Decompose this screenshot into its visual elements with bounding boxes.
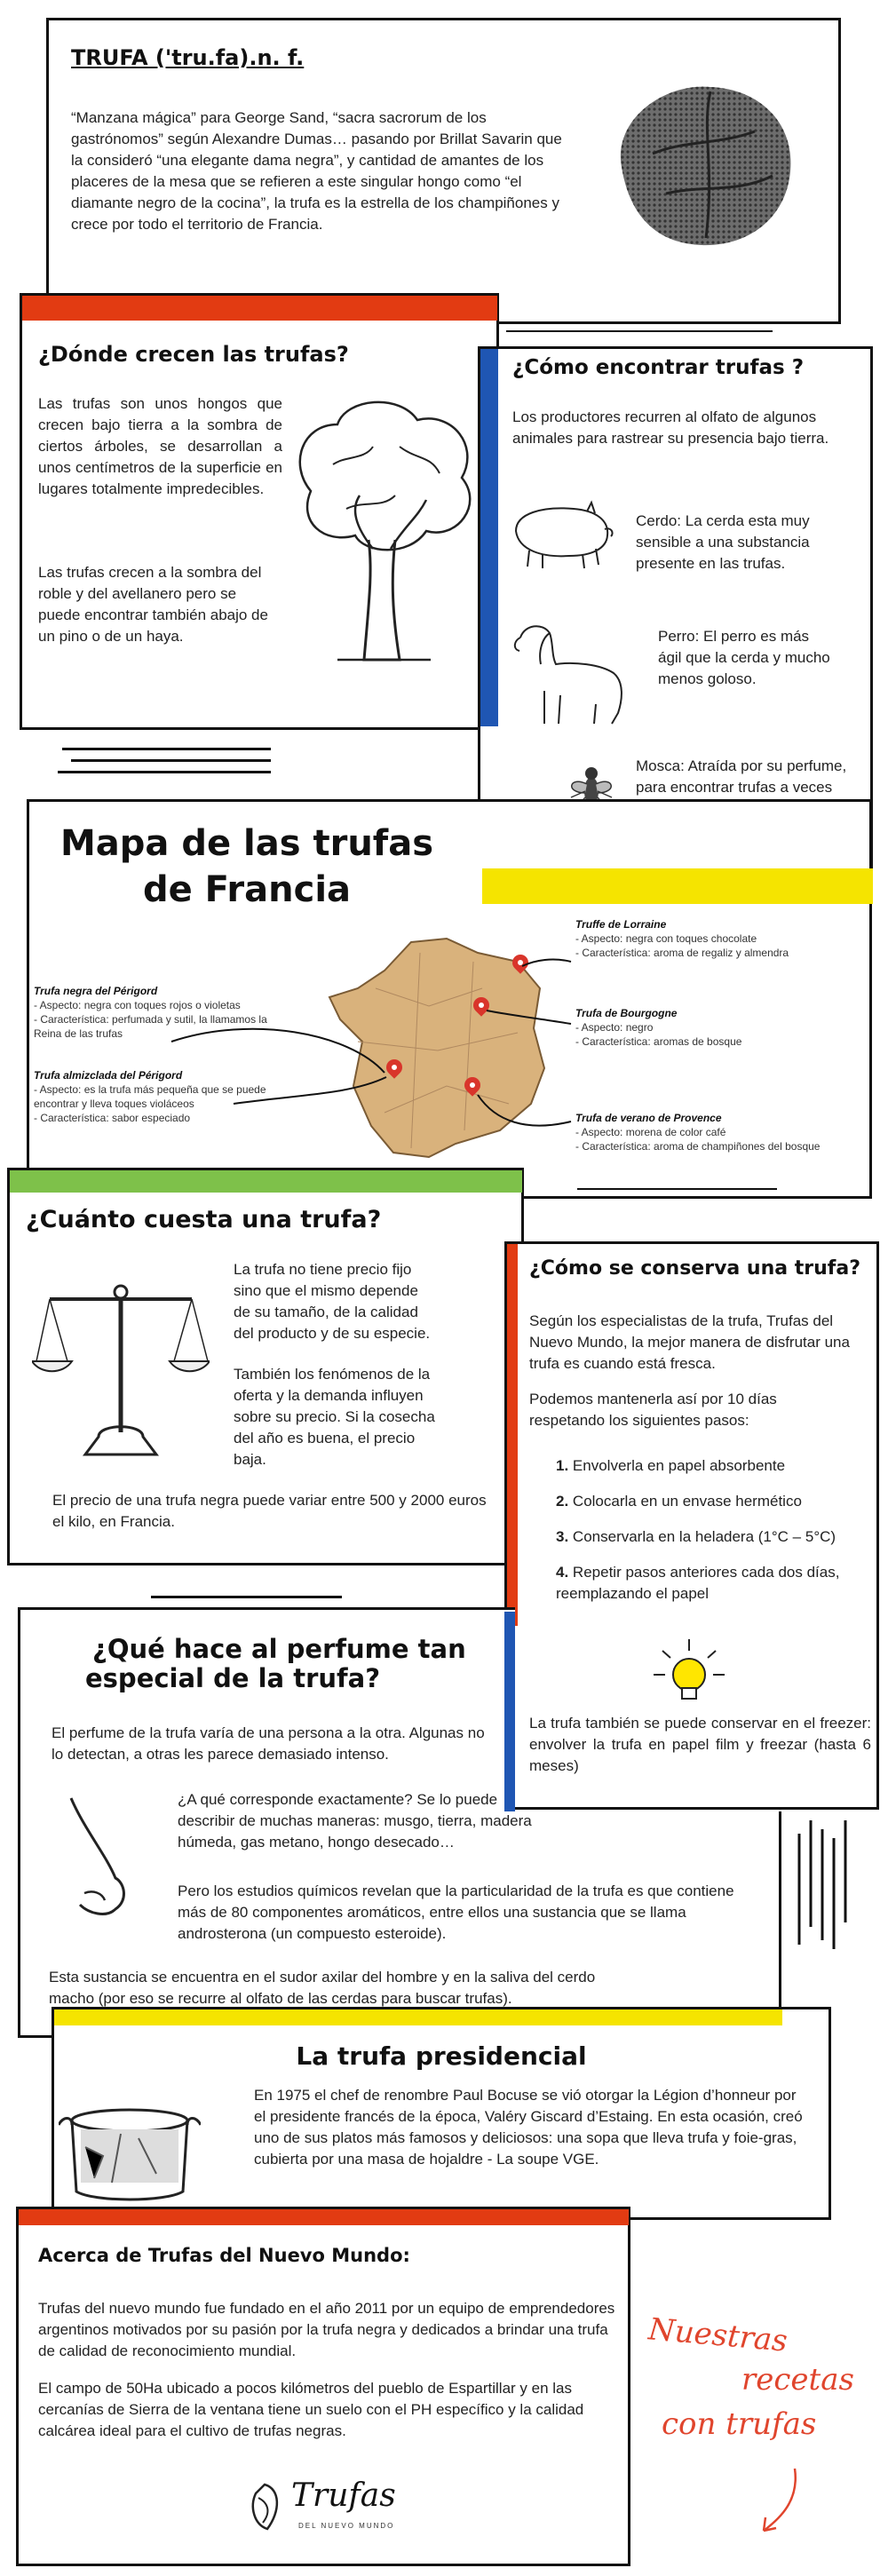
perfume-title-2: especial de la trufa?: [85, 1663, 381, 1693]
red-accent-bar: [19, 2209, 629, 2225]
company-logo: [245, 2476, 423, 2547]
presidencial-title: La trufa presidencial: [296, 2041, 587, 2071]
cuesta-text-3: El precio de una trufa negra puede variar entre 500 y 2000 euros el kilo, en Francia.: [52, 1492, 487, 1530]
legend-provence-name: Trufa de verano de Provence: [575, 1112, 722, 1124]
perfume-text-1: El perfume de la trufa varía de una persona a la otra. Algunas no lo detectan, a otras les parece demasiado intenso.: [52, 1724, 485, 1763]
pot-illustration: [59, 2094, 201, 2209]
step-text: Repetir pasos anteriores cada dos días, reemplazando el papel: [556, 1564, 840, 1602]
yellow-accent-bar: [54, 2009, 782, 2025]
truffle-illustration: [604, 69, 804, 256]
intro-card: [46, 18, 841, 324]
conserva-step-3: [556, 1526, 858, 1548]
legend-lorraine-aspect: - Aspecto: negra con toques chocolate: [575, 932, 757, 945]
perfume-text-2: ¿A qué corresponde exactamente? Se lo puede describir de muchas maneras: musgo, tierra, madera húmeda, gas metano, hongo desecado…: [178, 1791, 532, 1851]
intro-title: TRUFA ('tru.fa).n. f.: [71, 45, 305, 70]
step-text: Envolverla en papel absorbente: [572, 1457, 786, 1474]
recetas-line-1: Nuestras: [646, 2311, 789, 2359]
step-text: Conservarla en la heladera (1°C – 5°C): [572, 1528, 836, 1545]
conserva-step-2: [556, 1491, 858, 1512]
conserva-text-2: Podemos mantenerla así por 10 días respetando los siguientes pasos:: [529, 1391, 777, 1429]
divider: [58, 771, 271, 773]
red-accent-bar: [22, 296, 497, 321]
donde-text-2: Las trufas crecen a la sombra del roble y del avellanero pero se puede encontrar también abajo de un pino o de un haya.: [38, 564, 268, 645]
blue-accent-bar: [504, 1612, 515, 1811]
cerdo-text: Cerdo: La cerda esta muy sensible a una substancia presente en las trufas.: [636, 512, 810, 572]
cuesta-text-2: También los fenómenos de la oferta y la demanda influyen sobre su precio. Si la cosecha del año es buena, el precio baja.: [234, 1366, 435, 1468]
acerca-card: [16, 2207, 630, 2566]
conserva-text-3: La trufa también se puede conservar en el freezer: envolver la trufa en papel film y freezar (hasta 6 meses): [529, 1715, 871, 1774]
divider: [151, 1596, 342, 1598]
intro-text: “Manzana mágica” para George Sand, “sacra sacrorum de los gastrónomos” según Alexandre Dumas… pasando por Brillat Savarin que la consideró “una elegante dama negra”, y cantidad de amantes de los placeres de la mesa que se refieren a este singular hongo como “el diamante negro de la cocina”, la trufa es la estrella de los champiñones y crece por todo el territorio de Francia.: [71, 109, 562, 233]
presidencial-text: En 1975 el chef de renombre Paul Bocuse se vió otorgar la Légion d’honneur por el presidente francés de la época, Valéry Giscard d’Estaing. En esta ocasión, creó uno de sus platos más famosos y deliciosos: una sopa que lleva trufa y foie-gras, cubierta por una masa de hojaldre - La soupe VGE.: [254, 2087, 803, 2168]
legend-provence: [575, 1111, 868, 1153]
step-number: 1.: [556, 1457, 569, 1474]
divider: [71, 759, 271, 762]
legend-almizclada-aspect: - Aspecto: es la trufa más pequeña que se puede encontrar y lleva toques violáceos: [34, 1083, 266, 1110]
blue-accent-bar: [480, 349, 498, 726]
recetas-line-2: recetas: [741, 2362, 854, 2398]
logo-name: Trufas: [291, 2477, 396, 2514]
scale-illustration: [32, 1272, 210, 1463]
legend-provence-char: - Característica: aroma de champiñones del bosque: [575, 1140, 821, 1153]
hatch-decoration: [795, 1816, 857, 1949]
legend-lorraine-char: - Característica: aroma de regaliz y almendra: [575, 947, 789, 959]
step-number: 2.: [556, 1493, 569, 1510]
legend-perigord-char: - Característica: perfumada y sutil, la llamamos la Reina de las trufas: [34, 1013, 267, 1040]
cuesta-text-1: La trufa no tiene precio fijo sino que el mismo depende de su tamaño, de la calidad del producto y de su especie.: [234, 1261, 431, 1342]
legend-perigord: [34, 984, 278, 1041]
cuesta-card: [7, 1168, 524, 1565]
divider: [62, 748, 271, 750]
legend-lorraine-name: Truffe de Lorraine: [575, 918, 667, 931]
mosca-text: Mosca: Atraída por su perfume, para encontrar trufas a veces: [636, 757, 847, 796]
legend-bourgogne-char: - Característica: aromas de bosque: [575, 1035, 742, 1048]
mapa-title-1: Mapa de las trufas: [60, 823, 433, 864]
step-number: 3.: [556, 1528, 569, 1545]
tree-illustration: [284, 393, 484, 686]
divider: [577, 1188, 777, 1190]
conserva-step-1: [556, 1455, 858, 1477]
step-text: Colocarla en un envase hermético: [572, 1493, 802, 1510]
recetas-link[interactable]: [639, 2311, 879, 2566]
truffle-logo-icon: [245, 2480, 285, 2533]
conserva-title: ¿Cómo se conserva una trufa?: [529, 1257, 860, 1280]
donde-title: ¿Dónde crecen las trufas?: [38, 342, 349, 367]
legend-almizclada-name: Trufa almizclada del Périgord: [34, 1069, 183, 1082]
dog-icon: [507, 615, 631, 726]
donde-card: [20, 293, 499, 730]
encontrar-intro: Los productores recurren al olfato de algunos animales para rastrear su presencia bajo tierra.: [512, 408, 829, 447]
legend-perigord-aspect: - Aspecto: negra con toques rojos o violetas: [34, 999, 241, 1011]
step-number: 4.: [556, 1564, 569, 1581]
lightbulb-icon: [649, 1635, 729, 1710]
recetas-line-3: con trufas: [662, 2406, 817, 2442]
legend-perigord-name: Trufa negra del Périgord: [34, 985, 158, 997]
conserva-step-4: [556, 1562, 840, 1605]
nose-illustration: [53, 1794, 160, 1927]
arrow-down-icon: [746, 2464, 808, 2544]
acerca-text-2: El campo de 50Ha ubicado a pocos kilómetros del pueblo de Espartillar y en las cercanías de Sierra de la ventana tiene un suelo con el PH específico y la calidad calcárea ideal para el cultivo de trufas negras.: [38, 2380, 584, 2439]
donde-text-1: Las trufas son unos hongos que crecen bajo tierra a la sombra de ciertos árboles, se desarrollan a unos centímetros de la superficie en lugares totalmente impredecibles.: [38, 395, 282, 497]
legend-almizclada-char: - Característica: sabor especiado: [34, 1112, 191, 1124]
encontrar-title: ¿Cómo encontrar trufas ?: [512, 356, 805, 379]
presidencial-card: [52, 2007, 831, 2220]
cuesta-title: ¿Cuánto cuesta una trufa?: [26, 1206, 382, 1233]
perfume-text-4: Esta sustancia se encuentra en el sudor axilar del hombre y en la saliva del cerdo macho (por eso se recurre al olfato de las cerdas para buscar trufas).: [49, 1969, 596, 2007]
legend-bourgogne-name: Trufa de Bourgogne: [575, 1007, 678, 1019]
logo-subtitle: DEL NUEVO MUNDO: [298, 2522, 395, 2530]
perro-text: Perro: El perro es más ágil que la cerda y mucho menos goloso.: [658, 628, 830, 687]
mapa-title-2: de Francia: [142, 869, 352, 910]
perfume-text-3: Pero los estudios químicos revelan que la particularidad de la trufa es que contiene más de 80 componentes aromáticos, entre ellos una sustancia que se llama androsterona (un compuesto esteroide).: [178, 1882, 734, 1942]
legend-bourgogne: [575, 1006, 868, 1049]
perfume-title-1: ¿Qué hace al perfume tan: [92, 1634, 466, 1664]
green-accent-bar: [10, 1170, 522, 1193]
red-accent-bar: [507, 1244, 518, 1626]
legend-almizclada: [34, 1068, 269, 1125]
mapa-card: [27, 799, 872, 1199]
legend-bourgogne-aspect: - Aspecto: negro: [575, 1021, 654, 1034]
legend-provence-aspect: - Aspecto: morena de color café: [575, 1126, 726, 1138]
conserva-text-1: Según los especialistas de la trufa, Trufas del Nuevo Mundo, la mejor manera de disfrutar una trufa es cuando está fresca.: [529, 1312, 850, 1372]
pig-icon: [503, 495, 618, 571]
acerca-title: Acerca de Trufas del Nuevo Mundo:: [38, 2245, 410, 2266]
acerca-text-1: Trufas del nuevo mundo fue fundado en el año 2011 por un equipo de emprendedores argentinos motivados por su pasión por la trufa negra y dedicados a brindar una trufa de calidad de reconocimiento mundial.: [38, 2300, 615, 2359]
legend-lorraine: [575, 917, 868, 960]
divider: [506, 330, 773, 332]
conserva-card: [504, 1241, 879, 1810]
